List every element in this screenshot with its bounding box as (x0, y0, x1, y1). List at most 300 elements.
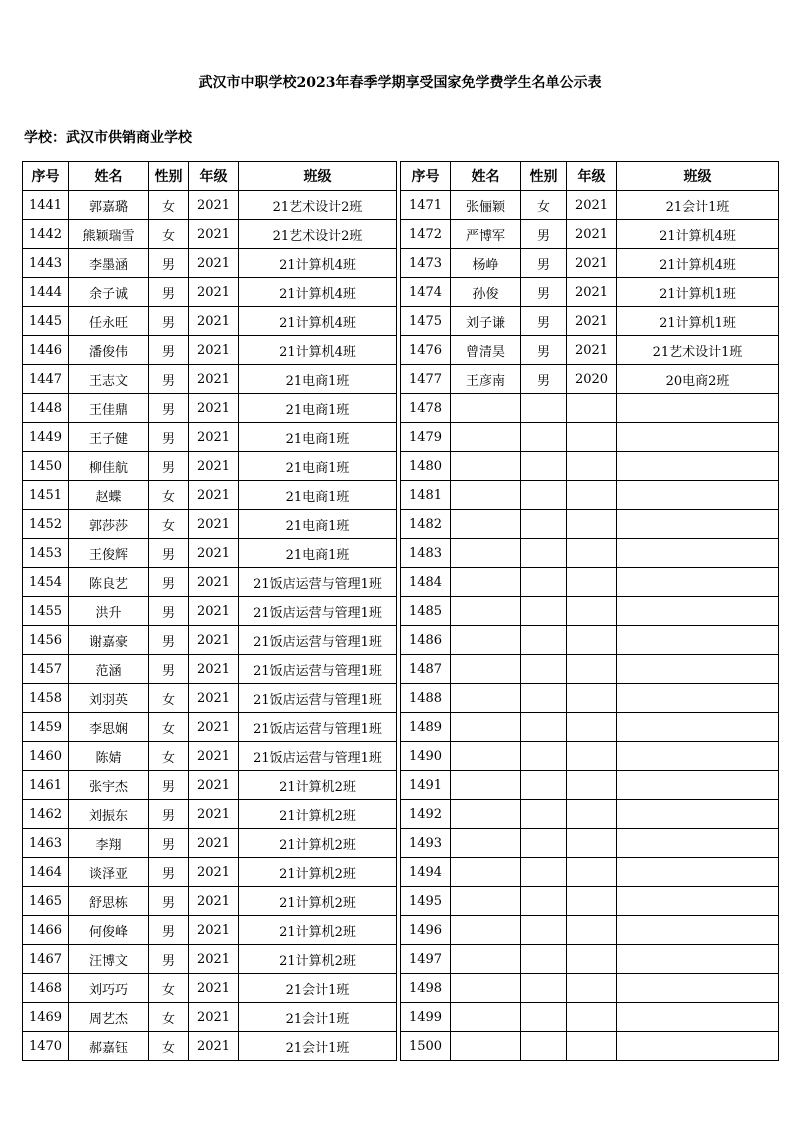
cell-name (451, 655, 521, 684)
cell-seq: 1496 (401, 916, 451, 945)
cell-name: 赵蝶 (69, 481, 149, 510)
header-gender: 性别 (521, 162, 567, 191)
cell-name (451, 974, 521, 1003)
cell-name: 何俊峰 (69, 916, 149, 945)
cell-seq: 1481 (401, 481, 451, 510)
cell-grade: 2021 (189, 249, 239, 278)
cell-name (451, 626, 521, 655)
cell-class (617, 800, 779, 829)
cell-name (451, 597, 521, 626)
cell-gender: 男 (149, 800, 189, 829)
cell-gender: 女 (149, 713, 189, 742)
cell-name (451, 771, 521, 800)
table-row (23, 742, 397, 771)
cell-seq: 1466 (23, 916, 69, 945)
cell-seq: 1468 (23, 974, 69, 1003)
cell-grade (567, 800, 617, 829)
cell-name: 张宇杰 (69, 771, 149, 800)
cell-seq: 1475 (401, 307, 451, 336)
cell-name: 熊颖瑞雪 (69, 220, 149, 249)
cell-gender (521, 945, 567, 974)
cell-grade (567, 597, 617, 626)
cell-gender: 男 (149, 655, 189, 684)
cell-grade (567, 568, 617, 597)
cell-class (617, 684, 779, 713)
table-row (23, 423, 397, 452)
cell-name (451, 916, 521, 945)
table-row (401, 1003, 779, 1032)
cell-class: 21计算机4班 (239, 278, 397, 307)
cell-seq: 1469 (23, 1003, 69, 1032)
cell-seq: 1470 (23, 1032, 69, 1061)
cell-gender: 女 (149, 1032, 189, 1061)
cell-class: 21计算机4班 (239, 249, 397, 278)
cell-seq: 1456 (23, 626, 69, 655)
cell-name (451, 568, 521, 597)
header-name: 姓名 (451, 162, 521, 191)
cell-name (451, 684, 521, 713)
cell-seq: 1459 (23, 713, 69, 742)
cell-seq: 1448 (23, 394, 69, 423)
table-header-row (401, 162, 779, 191)
cell-grade: 2021 (189, 945, 239, 974)
table-row (23, 887, 397, 916)
cell-grade (567, 481, 617, 510)
table-row (401, 249, 779, 278)
table-row (23, 539, 397, 568)
cell-gender: 女 (149, 220, 189, 249)
cell-grade (567, 974, 617, 1003)
cell-seq: 1477 (401, 365, 451, 394)
cell-seq: 1454 (23, 568, 69, 597)
cell-name: 王志文 (69, 365, 149, 394)
cell-seq: 1457 (23, 655, 69, 684)
cell-name (451, 829, 521, 858)
table-row (401, 655, 779, 684)
cell-grade: 2021 (189, 510, 239, 539)
cell-grade: 2021 (189, 974, 239, 1003)
table-row (23, 800, 397, 829)
cell-class: 21饭店运营与管理1班 (239, 742, 397, 771)
cell-gender (521, 481, 567, 510)
cell-grade: 2021 (189, 394, 239, 423)
cell-grade: 2021 (189, 278, 239, 307)
cell-seq: 1487 (401, 655, 451, 684)
table-row (23, 452, 397, 481)
cell-class: 21电商1班 (239, 452, 397, 481)
table-row (401, 394, 779, 423)
table-header-row (23, 162, 397, 191)
student-table-left (22, 161, 397, 1061)
cell-class (617, 1003, 779, 1032)
cell-class: 21电商1班 (239, 365, 397, 394)
cell-name: 王彦南 (451, 365, 521, 394)
table-row (23, 336, 397, 365)
cell-class (617, 452, 779, 481)
cell-name: 范涵 (69, 655, 149, 684)
cell-gender: 女 (149, 510, 189, 539)
cell-grade: 2021 (567, 278, 617, 307)
cell-grade (567, 539, 617, 568)
cell-grade: 2021 (189, 1003, 239, 1032)
cell-name (451, 800, 521, 829)
table-row (23, 655, 397, 684)
cell-class (617, 1032, 779, 1061)
cell-name (451, 887, 521, 916)
cell-seq: 1484 (401, 568, 451, 597)
student-table-right (400, 161, 779, 1061)
cell-gender: 女 (521, 191, 567, 220)
cell-gender (521, 655, 567, 684)
cell-name (451, 539, 521, 568)
table-row (23, 626, 397, 655)
cell-class: 21艺术设计2班 (239, 220, 397, 249)
cell-seq: 1444 (23, 278, 69, 307)
cell-seq: 1450 (23, 452, 69, 481)
cell-seq: 1495 (401, 887, 451, 916)
table-row (401, 916, 779, 945)
table-row (23, 858, 397, 887)
cell-seq: 1458 (23, 684, 69, 713)
cell-gender (521, 1032, 567, 1061)
cell-name: 陈婧 (69, 742, 149, 771)
cell-name (451, 510, 521, 539)
cell-seq: 1453 (23, 539, 69, 568)
cell-grade: 2021 (189, 887, 239, 916)
cell-class: 21计算机2班 (239, 829, 397, 858)
cell-gender: 男 (521, 365, 567, 394)
table-row (23, 394, 397, 423)
table-row (23, 481, 397, 510)
cell-class (617, 916, 779, 945)
cell-seq: 1471 (401, 191, 451, 220)
cell-grade (567, 916, 617, 945)
cell-seq: 1479 (401, 423, 451, 452)
cell-seq: 1463 (23, 829, 69, 858)
cell-name (451, 1003, 521, 1032)
table-row (23, 974, 397, 1003)
cell-name (451, 481, 521, 510)
cell-class (617, 423, 779, 452)
table-row (401, 887, 779, 916)
cell-name: 李翔 (69, 829, 149, 858)
table-row (23, 510, 397, 539)
cell-seq: 1493 (401, 829, 451, 858)
cell-gender (521, 887, 567, 916)
cell-name: 潘俊伟 (69, 336, 149, 365)
table-row (23, 713, 397, 742)
cell-gender: 男 (521, 336, 567, 365)
cell-class (617, 510, 779, 539)
cell-seq: 1451 (23, 481, 69, 510)
cell-grade (567, 394, 617, 423)
cell-seq: 1489 (401, 713, 451, 742)
table-row (401, 365, 779, 394)
table-row (23, 597, 397, 626)
cell-gender (521, 452, 567, 481)
table-row (23, 1003, 397, 1032)
cell-name: 任永旺 (69, 307, 149, 336)
cell-seq: 1443 (23, 249, 69, 278)
cell-gender: 男 (149, 568, 189, 597)
cell-seq: 1441 (23, 191, 69, 220)
cell-gender: 女 (149, 1003, 189, 1032)
cell-name: 刘羽英 (69, 684, 149, 713)
cell-class: 21计算机4班 (617, 220, 779, 249)
table-row (23, 1032, 397, 1061)
cell-grade: 2021 (189, 829, 239, 858)
header-gender: 性别 (149, 162, 189, 191)
header-name: 姓名 (69, 162, 149, 191)
cell-grade: 2021 (567, 191, 617, 220)
table-row (401, 568, 779, 597)
cell-class: 21会计1班 (239, 974, 397, 1003)
cell-name: 刘振东 (69, 800, 149, 829)
header-seq: 序号 (401, 162, 451, 191)
cell-name: 谈泽亚 (69, 858, 149, 887)
table-row (401, 539, 779, 568)
table-row (23, 191, 397, 220)
cell-gender: 男 (149, 452, 189, 481)
cell-gender: 男 (149, 858, 189, 887)
cell-class: 21电商1班 (239, 423, 397, 452)
cell-name: 郝嘉钰 (69, 1032, 149, 1061)
cell-class (617, 858, 779, 887)
table-row (401, 858, 779, 887)
cell-grade: 2020 (567, 365, 617, 394)
table-row (401, 829, 779, 858)
cell-class: 21饭店运营与管理1班 (239, 655, 397, 684)
cell-grade: 2021 (189, 539, 239, 568)
cell-name (451, 394, 521, 423)
cell-gender (521, 1003, 567, 1032)
cell-seq: 1497 (401, 945, 451, 974)
school-name: 学校：武汉市供销商业学校 (24, 130, 192, 146)
cell-class (617, 887, 779, 916)
cell-seq: 1460 (23, 742, 69, 771)
cell-name: 刘巧巧 (69, 974, 149, 1003)
cell-class: 21饭店运营与管理1班 (239, 568, 397, 597)
cell-gender: 女 (149, 742, 189, 771)
cell-gender: 女 (149, 974, 189, 1003)
cell-seq: 1474 (401, 278, 451, 307)
table-row (401, 800, 779, 829)
table-row (23, 365, 397, 394)
cell-grade (567, 626, 617, 655)
header-class: 班级 (617, 162, 779, 191)
table-row (23, 829, 397, 858)
cell-grade: 2021 (189, 916, 239, 945)
cell-gender: 男 (149, 771, 189, 800)
cell-class (617, 945, 779, 974)
cell-gender: 女 (149, 481, 189, 510)
cell-grade (567, 423, 617, 452)
table-row (23, 945, 397, 974)
cell-name (451, 713, 521, 742)
cell-gender: 男 (149, 597, 189, 626)
cell-seq: 1455 (23, 597, 69, 626)
cell-class (617, 713, 779, 742)
cell-seq: 1445 (23, 307, 69, 336)
cell-name: 柳佳航 (69, 452, 149, 481)
cell-gender: 男 (149, 887, 189, 916)
table-row (401, 452, 779, 481)
cell-grade (567, 771, 617, 800)
cell-seq: 1467 (23, 945, 69, 974)
cell-gender (521, 858, 567, 887)
cell-name (451, 945, 521, 974)
cell-grade: 2021 (189, 307, 239, 336)
cell-gender (521, 829, 567, 858)
cell-gender: 男 (149, 829, 189, 858)
cell-name (451, 858, 521, 887)
cell-gender (521, 539, 567, 568)
cell-name (451, 423, 521, 452)
cell-gender: 男 (149, 945, 189, 974)
cell-seq: 1499 (401, 1003, 451, 1032)
cell-class: 21会计1班 (239, 1003, 397, 1032)
cell-gender: 男 (149, 365, 189, 394)
table-row (23, 684, 397, 713)
cell-grade (567, 742, 617, 771)
cell-seq: 1482 (401, 510, 451, 539)
cell-seq: 1476 (401, 336, 451, 365)
cell-gender: 女 (149, 684, 189, 713)
cell-name: 张俪颖 (451, 191, 521, 220)
table-row (401, 423, 779, 452)
table-row (23, 249, 397, 278)
cell-class: 21计算机2班 (239, 800, 397, 829)
cell-grade: 2021 (189, 858, 239, 887)
cell-class: 21饭店运营与管理1班 (239, 597, 397, 626)
cell-seq: 1473 (401, 249, 451, 278)
cell-name: 谢嘉豪 (69, 626, 149, 655)
cell-name: 严博军 (451, 220, 521, 249)
cell-class: 21计算机1班 (617, 278, 779, 307)
cell-name: 李墨涵 (69, 249, 149, 278)
cell-gender: 男 (149, 307, 189, 336)
cell-grade: 2021 (189, 220, 239, 249)
cell-grade: 2021 (189, 597, 239, 626)
cell-grade (567, 713, 617, 742)
cell-grade: 2021 (567, 220, 617, 249)
table-row (401, 220, 779, 249)
cell-name: 王佳鼎 (69, 394, 149, 423)
cell-class (617, 742, 779, 771)
cell-class: 21艺术设计2班 (239, 191, 397, 220)
cell-class: 21会计1班 (239, 1032, 397, 1061)
header-grade: 年级 (567, 162, 617, 191)
cell-gender: 男 (149, 336, 189, 365)
cell-name: 曾清昊 (451, 336, 521, 365)
cell-class: 21电商1班 (239, 539, 397, 568)
cell-grade: 2021 (189, 568, 239, 597)
cell-grade: 2021 (189, 684, 239, 713)
cell-class: 21计算机2班 (239, 887, 397, 916)
header-seq: 序号 (23, 162, 69, 191)
table-row (23, 278, 397, 307)
cell-gender: 男 (149, 539, 189, 568)
cell-class: 21电商1班 (239, 510, 397, 539)
cell-seq: 1442 (23, 220, 69, 249)
cell-class: 21饭店运营与管理1班 (239, 713, 397, 742)
table-row (401, 974, 779, 1003)
cell-class: 21计算机2班 (239, 858, 397, 887)
table-row (401, 307, 779, 336)
cell-gender: 女 (149, 191, 189, 220)
cell-seq: 1447 (23, 365, 69, 394)
cell-grade: 2021 (189, 771, 239, 800)
cell-name: 杨峥 (451, 249, 521, 278)
cell-seq: 1483 (401, 539, 451, 568)
cell-grade: 2021 (189, 626, 239, 655)
cell-seq: 1461 (23, 771, 69, 800)
cell-gender (521, 568, 567, 597)
cell-grade (567, 684, 617, 713)
cell-class (617, 655, 779, 684)
cell-grade (567, 945, 617, 974)
cell-seq: 1449 (23, 423, 69, 452)
cell-name: 洪升 (69, 597, 149, 626)
cell-grade (567, 829, 617, 858)
cell-gender: 男 (149, 394, 189, 423)
page-title: 武汉市中职学校2023年春季学期享受国家免学费学生名单公示表 (198, 75, 602, 91)
cell-grade: 2021 (189, 1032, 239, 1061)
cell-grade: 2021 (567, 336, 617, 365)
table-row (23, 916, 397, 945)
cell-class (617, 974, 779, 1003)
table-row (401, 278, 779, 307)
cell-gender: 男 (149, 278, 189, 307)
cell-gender: 男 (521, 307, 567, 336)
table-row (401, 771, 779, 800)
cell-gender: 男 (149, 916, 189, 945)
cell-gender: 男 (521, 278, 567, 307)
cell-seq: 1464 (23, 858, 69, 887)
cell-grade: 2021 (189, 336, 239, 365)
table-row (23, 220, 397, 249)
cell-grade: 2021 (189, 713, 239, 742)
cell-seq: 1462 (23, 800, 69, 829)
cell-name: 李思娴 (69, 713, 149, 742)
header-class: 班级 (239, 162, 397, 191)
cell-gender: 男 (521, 220, 567, 249)
cell-grade: 2021 (189, 481, 239, 510)
cell-grade (567, 510, 617, 539)
cell-class (617, 829, 779, 858)
cell-grade (567, 655, 617, 684)
cell-class: 21计算机4班 (239, 307, 397, 336)
cell-grade: 2021 (189, 452, 239, 481)
cell-seq: 1452 (23, 510, 69, 539)
cell-gender: 男 (149, 423, 189, 452)
cell-gender (521, 916, 567, 945)
cell-grade: 2021 (189, 655, 239, 684)
cell-grade (567, 887, 617, 916)
cell-gender (521, 423, 567, 452)
cell-seq: 1446 (23, 336, 69, 365)
cell-gender (521, 626, 567, 655)
table-row (401, 1032, 779, 1061)
cell-seq: 1465 (23, 887, 69, 916)
cell-name: 舒思栋 (69, 887, 149, 916)
cell-name: 王子健 (69, 423, 149, 452)
cell-grade: 2021 (567, 249, 617, 278)
cell-name: 王俊辉 (69, 539, 149, 568)
cell-gender (521, 394, 567, 423)
cell-seq: 1478 (401, 394, 451, 423)
cell-seq: 1498 (401, 974, 451, 1003)
